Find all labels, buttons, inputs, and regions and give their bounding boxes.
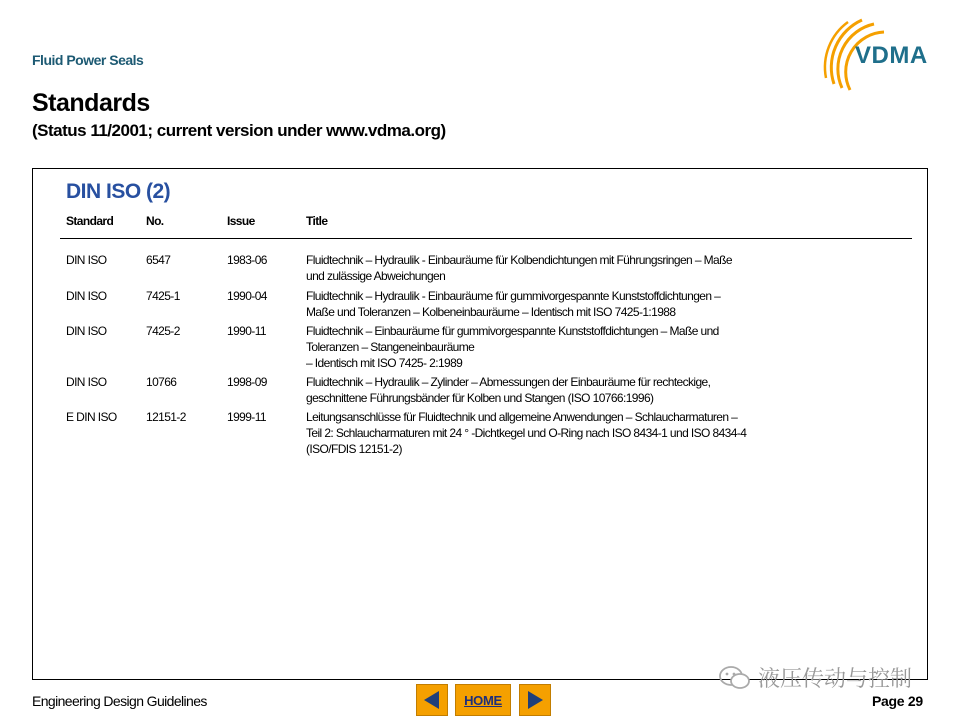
cell-issue: 1999-11 — [227, 410, 266, 424]
section-label: Fluid Power Seals — [32, 52, 144, 68]
cell-standard: DIN ISO — [66, 324, 107, 338]
wechat-icon — [718, 665, 752, 691]
cell-no: 12151-2 — [146, 410, 186, 424]
prev-arrow-icon — [421, 689, 443, 711]
page-title: Standards — [32, 89, 150, 117]
home-button[interactable] — [455, 684, 511, 716]
cell-no: 6547 — [146, 253, 171, 267]
cell-issue: 1983-06 — [227, 253, 267, 267]
page-number: Page 29 — [872, 693, 923, 709]
column-header-issue: Issue — [227, 214, 255, 228]
cell-issue: 1990-11 — [227, 324, 266, 338]
cell-no: 7425-1 — [146, 289, 180, 303]
cell-issue: 1990-04 — [227, 289, 267, 303]
previous-page-button[interactable] — [416, 684, 448, 716]
page-subtitle: (Status 11/2001; current version under www.vdma.org) — [32, 121, 446, 140]
cell-no: 10766 — [146, 375, 177, 389]
cell-title: Fluidtechnik – Hydraulik - Einbauräume für gummivorgespannte Kunststoffdichtungen – Maße und Toleranzen – Kolbeneinbauräume – Identisch mit ISO 7425-1:1988 — [306, 289, 721, 319]
watermark — [718, 662, 912, 693]
cell-issue: 1998-09 — [227, 375, 267, 389]
logo-text: VDMA — [855, 42, 928, 69]
column-header-no: No. — [146, 214, 164, 228]
cell-no: 7425-2 — [146, 324, 180, 338]
column-header-title: Title — [306, 214, 328, 228]
cell-standard: DIN ISO — [66, 289, 107, 303]
cell-title: Fluidtechnik – Hydraulik – Zylinder – Abmessungen der Einbauräume für rechteckige, geschnittene Führungsbänder für Kolben und Stangen (ISO 10766:1996) — [306, 375, 711, 405]
next-page-button[interactable] — [519, 684, 551, 716]
next-arrow-icon — [524, 689, 546, 711]
home-button-label: HOME — [464, 692, 502, 708]
column-header-standard: Standard — [66, 214, 114, 228]
section-title: DIN ISO (2) — [66, 180, 171, 203]
cell-title: Leitungsanschlüsse für Fluidtechnik und allgemeine Anwendungen – Schlaucharmaturen – Teil 2: Schlaucharmaturen mit 24 ° -Dichtkegel und O-Ring nach ISO 8434-1 und ISO 8434-4 (ISO/FDIS 12151-2) — [306, 410, 747, 456]
cell-standard: E DIN ISO — [66, 410, 117, 424]
footer-guidelines-label: Engineering Design Guidelines — [32, 693, 207, 709]
cell-standard: DIN ISO — [66, 253, 107, 267]
cell-title: Fluidtechnik – Hydraulik - Einbauräume für Kolbendichtungen mit Führungsringen – Maße und zulässige Abweichungen — [306, 253, 732, 283]
header-divider — [60, 238, 912, 239]
cell-standard: DIN ISO — [66, 375, 107, 389]
cell-title: Fluidtechnik – Einbauräume für gummivorgespannte Kunststoffdichtungen – Maße und Toleranzen – Stangeneinbauräume – Identisch mit ISO 7425- 2:1989 — [306, 324, 719, 370]
watermark-text: 液压传动与控制 — [758, 667, 913, 692]
